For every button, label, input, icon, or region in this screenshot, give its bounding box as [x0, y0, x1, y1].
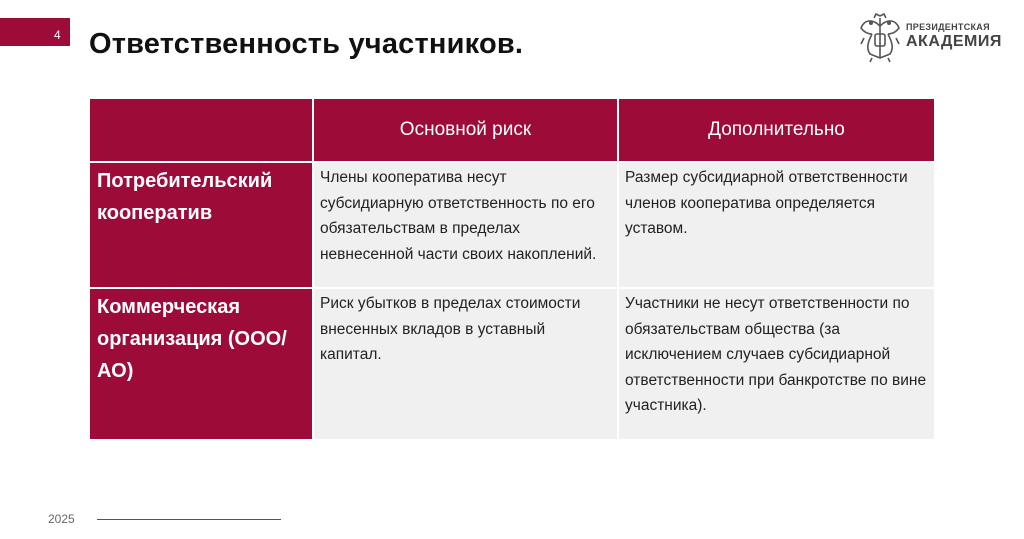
cell-additional: Размер субсидиарной ответственности членов кооператива определяется уставом.: [618, 162, 935, 288]
logo-text-top: ПРЕЗИДЕНТСКАЯ: [906, 22, 990, 32]
cell-main-risk: Члены кооператива несут субсидиарную ответственность по его обязательствам в пределах невнесенной части своих накоплений.: [313, 162, 618, 288]
academy-logo: [858, 12, 1002, 64]
page-title: Ответственность участников.: [89, 28, 524, 60]
slide-number: 4: [54, 28, 61, 42]
logo-text-main: АКАДЕМИЯ: [906, 33, 1002, 50]
table-header-additional: Дополнительно: [618, 98, 935, 162]
row-label-consumer-coop: Потребительский кооператив: [89, 162, 313, 288]
cell-main-risk: Риск убытков в пределах стоимости внесенных вкладов в уставный капитал.: [313, 288, 618, 440]
double-headed-eagle-icon: [858, 12, 902, 64]
table-header-main-risk: Основной риск: [313, 98, 618, 162]
row-label-commercial-org: Коммерческая организация (ООО/АО): [89, 288, 313, 440]
table-row: [89, 162, 935, 288]
table-header-row: [89, 98, 935, 162]
footer-divider: [97, 519, 281, 520]
slide-number-badge: [0, 18, 70, 46]
cell-additional: Участники не несут ответственности по обязательствам общества (за исключением случаев субсидиарной ответственности при банкротстве по вине участника).: [618, 288, 935, 440]
responsibility-table: [88, 97, 936, 441]
table-header-empty: [89, 98, 313, 162]
table-row: [89, 288, 935, 440]
footer-year: 2025: [48, 512, 75, 526]
